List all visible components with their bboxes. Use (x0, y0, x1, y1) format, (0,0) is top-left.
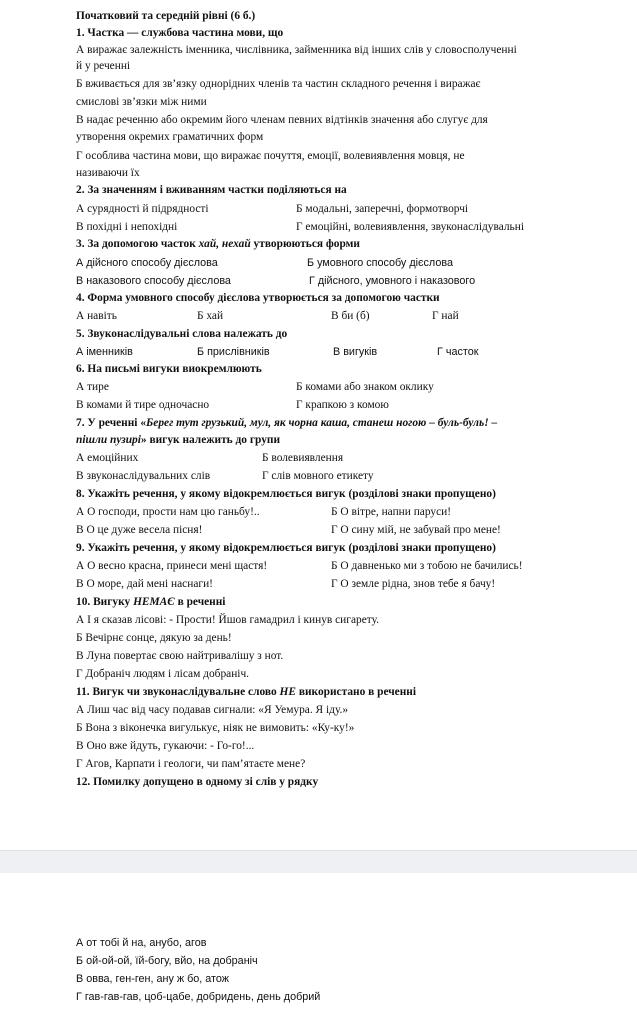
q1-option-d-line2: називаючи їх (76, 167, 140, 179)
q12-option-b: Б ой-ой-ой, їй-богу, вйо, на добраніч (76, 955, 258, 967)
question-7-title-line1 (76, 415, 497, 431)
q3-title-post: утворюються форми (250, 238, 360, 250)
q7-title-italic-1: Берег тут грузький, мул, як чорна каша, станеш ногою – буль-буль! – (146, 417, 498, 429)
q1-option-d-line1: Г особлива частина мови, що виражає почуття, емоції, волевиявлення мовця, не (76, 150, 465, 162)
q4-option-a: А навіть (76, 310, 117, 322)
q10-title-post: в реченні (174, 596, 226, 608)
q2-option-c: В похідні і непохідні (76, 221, 178, 233)
q9-option-b: Б О давненько ми з тобою не бачились! (331, 560, 523, 572)
q3-option-a: А дійсного способу дієслова (76, 257, 218, 269)
q2-option-b: Б модальні, заперечні, формотворчі (296, 203, 469, 215)
q1-option-b-line2: смислові зв’язки між ними (76, 96, 207, 108)
q12-option-a: А от тобі й на, анубо, агов (76, 937, 207, 949)
q10-option-c: В Луна повертає свою найтривалішу з нот. (76, 650, 284, 662)
q7-option-a: А емоційних (76, 452, 139, 464)
q11-option-b: Б Вона з віконечка вигулькує, ніяк не вимовить: «Ку-ку!» (76, 722, 355, 734)
q11-title-pre: 11. Вигук чи звуконаслідувальне слово (76, 686, 280, 698)
q7-title-pre: 7. У реченні « (76, 417, 147, 429)
q9-option-c: В О море, дай мені наснаги! (76, 578, 213, 590)
page-break-separator (0, 850, 637, 874)
q6-option-d: Г крапкою з комою (296, 399, 389, 411)
question-7-title-line2 (76, 432, 280, 448)
question-12-title: 12. Помилку допущено в одному зі слів у рядку (76, 776, 319, 788)
q3-title-italic: хай, нехай (198, 238, 251, 250)
q12-option-c: В овва, ген-ген, ану ж бо, атож (76, 973, 229, 985)
q11-option-a: А Лиш час від часу подавав сигнали: «Я Уемура. Я іду.» (76, 704, 349, 716)
q7-option-b: Б волевиявлення (262, 452, 344, 464)
question-6-title: 6. На письмі вигуки виокремлюють (76, 363, 262, 375)
q1-option-c-line2: утворення окремих граматичних форм (76, 131, 264, 143)
q11-option-c: В Оно вже йдуть, гукаючи: - Го-го!... (76, 740, 255, 752)
q10-option-a: А І я сказав лісові: - Прости! Йшов гамадрил і кинув сигарету. (76, 614, 379, 626)
question-10-title (76, 594, 225, 610)
q3-title-pre: 3. За допомогою часток (76, 238, 199, 250)
q7-title-post: » вигук належить до групи (140, 434, 281, 446)
question-9-title: 9. Укажіть речення, у якому відокремлюється вигук (розділові знаки пропущено) (76, 542, 496, 554)
q1-option-c-line1: В надає реченню або окремим його членам певних відтінків значення або слугує для (76, 114, 488, 126)
q3-option-d: Г дійсного, умовного і наказового (309, 275, 476, 287)
q10-option-b: Б Вечірнє сонце, дякую за день! (76, 632, 232, 644)
q10-title-pre: 10. Вигуку (76, 596, 134, 608)
q5-option-b: Б прислівників (197, 346, 270, 358)
q9-option-d: Г О земле рідна, знов тебе я бачу! (331, 578, 496, 590)
q1-option-a-line2: й у реченні (76, 60, 131, 72)
q5-option-a: А іменників (76, 346, 133, 358)
q12-option-d: Г гав-гав-гав, цоб-цабе, добридень, день добрий (76, 991, 321, 1003)
question-8-title: 8. Укажіть речення, у якому відокремлюється вигук (розділові знаки пропущено) (76, 488, 496, 500)
q10-option-d: Г Добраніч людям і лісам добраніч. (76, 668, 250, 680)
question-1-title: 1. Частка — службова частина мови, що (76, 27, 284, 39)
document-page-2 (0, 873, 637, 1018)
q1-option-b-line1: Б вживається для зв’язку однорідних членів та частин складного речення і виражає (76, 78, 481, 90)
q6-option-a: А тире (76, 381, 109, 393)
question-4-title: 4. Форма умовного способу дієслова утворюється за допомогою частки (76, 292, 440, 304)
q7-option-d: Г слів мовного етикету (262, 470, 374, 482)
q8-option-c: В О це дуже весела пісня! (76, 524, 203, 536)
question-11-title (76, 684, 416, 700)
q6-option-b: Б комами або знаком оклику (296, 381, 434, 393)
q5-option-c: В вигуків (333, 346, 378, 358)
q3-option-b: Б умовного способу дієслова (307, 257, 453, 269)
q11-title-post: використано в реченні (295, 686, 417, 698)
q7-option-c: В звуконаслідувальних слів (76, 470, 211, 482)
q6-option-c: В комами й тире одночасно (76, 399, 210, 411)
q8-option-a: А О господи, прости нам цю ганьбу!.. (76, 506, 260, 518)
section-header: Початковий та середній рівні (6 б.) (76, 10, 256, 22)
q10-title-italic: НЕМАЄ (133, 596, 175, 608)
q5-option-d: Г часток (437, 346, 479, 358)
q4-option-d: Г най (432, 310, 459, 322)
q4-option-b: Б хай (197, 310, 224, 322)
question-5-title: 5. Звуконаслідувальні слова належать до (76, 328, 288, 340)
q8-option-d: Г О сину мій, не забувай про мене! (331, 524, 501, 536)
question-2-title: 2. За значенням і вживанням частки поділяються на (76, 184, 347, 196)
question-3-title (76, 236, 360, 252)
q8-option-b: Б О вітре, напни паруси! (331, 506, 452, 518)
q1-option-a-line1: А виражає залежність іменника, числівника, займенника від інших слів у словосполученні (76, 44, 517, 56)
q2-option-d: Г емоційні, волевиявлення, звуконаслідувальні (296, 221, 525, 233)
q4-option-c: В би (б) (331, 310, 370, 322)
q7-title-italic-2: пішли пузирі (76, 434, 141, 446)
q3-option-c: В наказового способу дієслова (76, 275, 231, 287)
q9-option-a: А О весно красна, принеси мені щастя! (76, 560, 268, 572)
q2-option-a: А сурядності й підрядності (76, 203, 209, 215)
q11-option-d: Г Агов, Карпати і геологи, чи пам’ятаєте мене? (76, 758, 306, 770)
q11-title-italic: НЕ (279, 686, 296, 698)
